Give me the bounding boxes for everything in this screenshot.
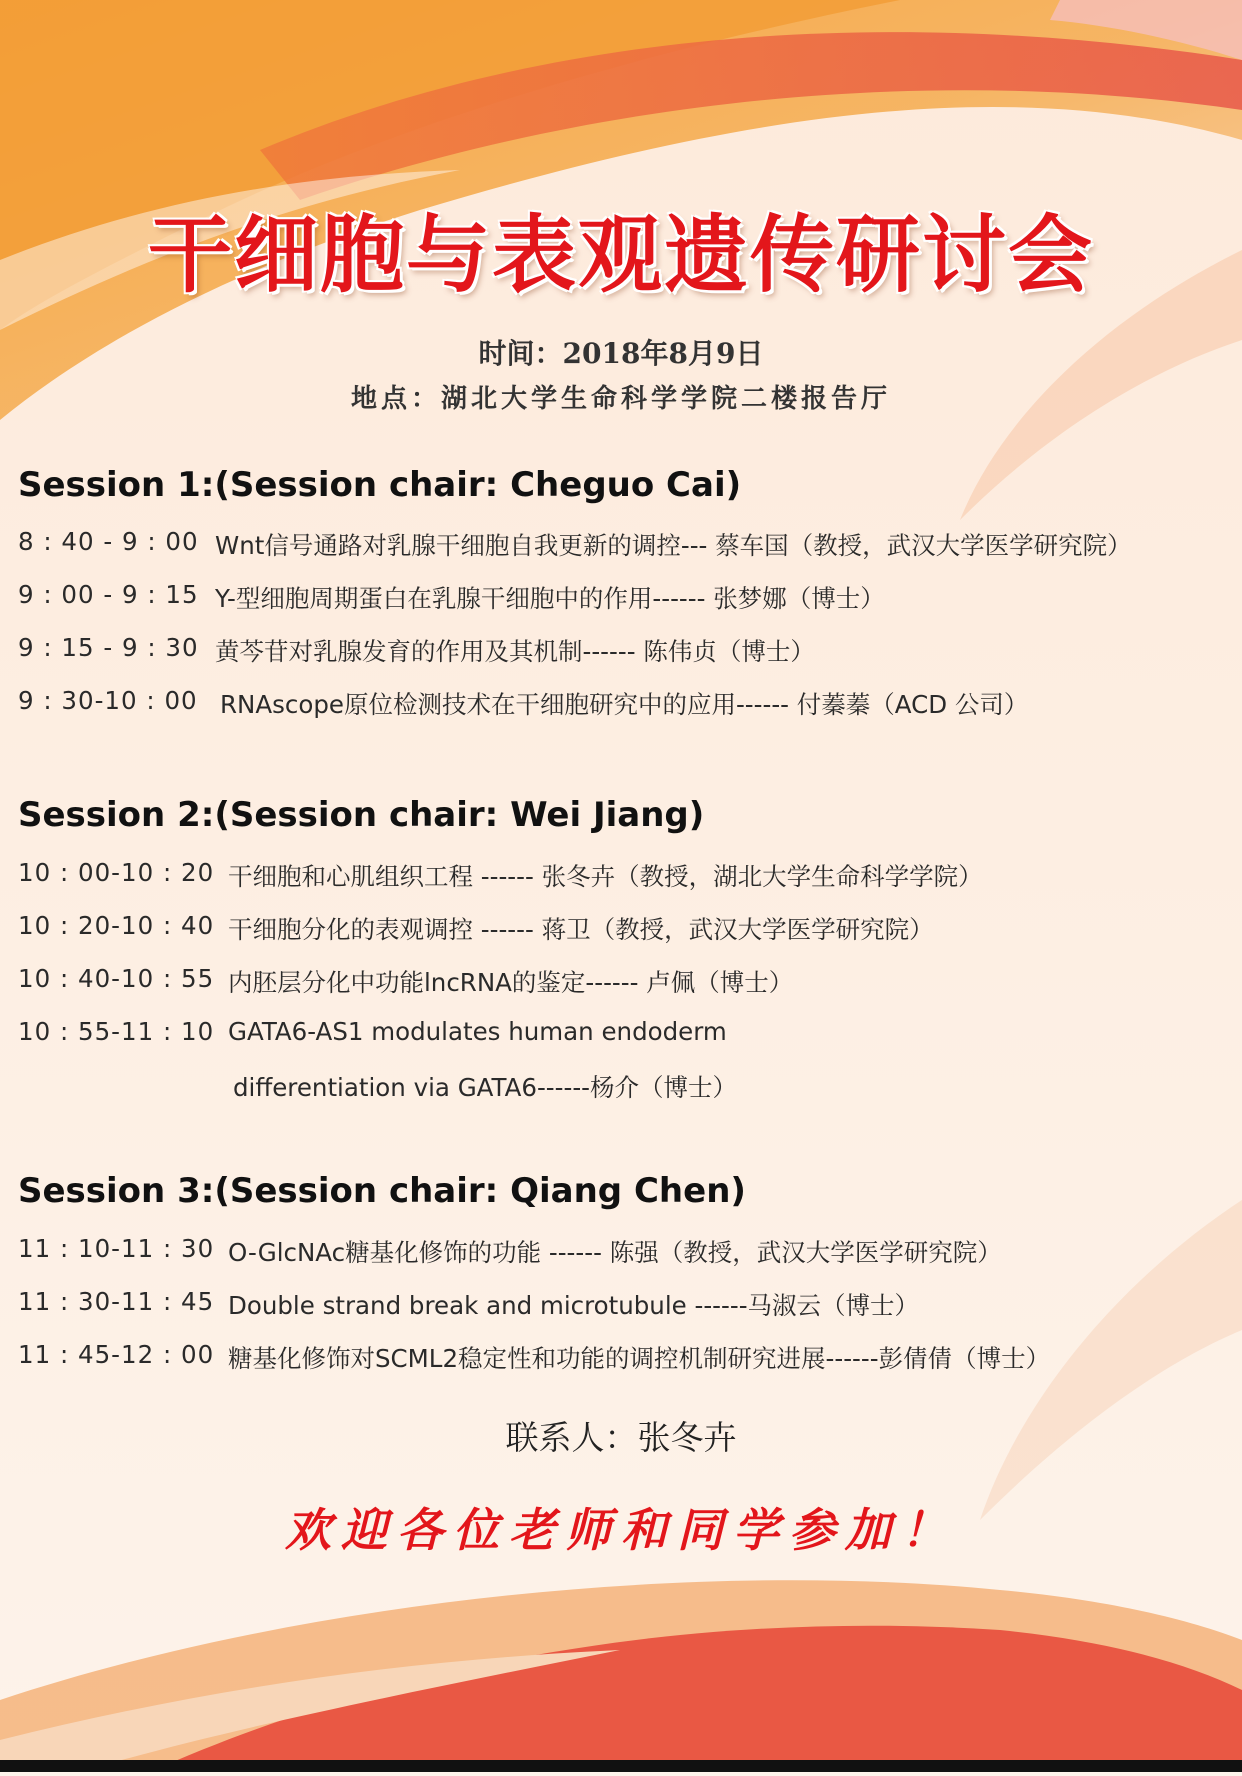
talk-time: 11 : 30-11 : 45 [18, 1287, 215, 1316]
session-1-talk-3 [18, 633, 815, 666]
session-3-talk-1 [18, 1234, 1002, 1267]
talk-time: 10 : 00-10 : 20 [18, 858, 215, 887]
talk-description: 黄芩苷对乳腺发育的作用及其机制------ 陈伟贞（博士） [215, 637, 815, 666]
talk-description: 糖基化修饰对SCML2稳定性和功能的调控机制研究进展------彭倩倩（博士） [228, 1344, 1051, 1373]
talk-time: 11 : 10-11 : 30 [18, 1234, 215, 1263]
poster-title: 干细胞与表观遗传研讨会 [147, 206, 1094, 304]
talk-description: 干细胞分化的表观调控 ------ 蒋卫（教授，武汉大学医学研究院） [228, 915, 934, 944]
talk-description: Wnt信号通路对乳腺干细胞自我更新的调控--- 蔡车国（教授，武汉大学医学研究院） [215, 531, 1132, 560]
talk-time: 10 : 20-10 : 40 [18, 911, 215, 940]
talk-description: 干细胞和心肌组织工程 ------ 张冬卉（教授，湖北大学生命科学学院） [228, 862, 983, 891]
talk-time: 9 : 15 - 9 : 30 [18, 633, 199, 662]
session-1-talk-4 [18, 686, 1029, 719]
talk-description: 内胚层分化中功能lncRNA的鉴定------ 卢佩（博士） [228, 968, 794, 997]
talk-time: 11 : 45-12 : 00 [18, 1340, 215, 1369]
session-2-heading: Session 2:(Session chair: Wei Jiang) [18, 795, 705, 835]
talk-time: 8 : 40 - 9 : 00 [18, 527, 199, 556]
event-venue: 地点：湖北大学生命科学学院二楼报告厅 [350, 384, 891, 414]
talk-time: 9 : 30-10 : 00 [18, 686, 198, 715]
session-3-talk-3 [18, 1340, 1051, 1373]
session-1-heading: Session 1:(Session chair: Cheguo Cai) [18, 465, 742, 505]
session-1-talk-2 [18, 580, 885, 613]
contact-person: 联系人：张冬卉 [505, 1418, 737, 1457]
talk-description: RNAscope原位检测技术在干细胞研究中的应用------ 付蓁蓁（ACD 公司） [220, 690, 1029, 719]
session-1-talk-1 [18, 527, 1132, 560]
session-3-heading: Session 3:(Session chair: Qiang Chen) [18, 1171, 746, 1211]
session-2-talk-3 [18, 964, 794, 997]
talk-description-continued: differentiation via GATA6------杨介（博士） [233, 1073, 737, 1102]
talk-description: GATA6-AS1 modulates human endoderm [228, 1017, 727, 1046]
talk-time: 10 : 40-10 : 55 [18, 964, 215, 993]
talk-description: Double strand break and microtubule ------马淑云（博士） [228, 1291, 920, 1320]
session-2-talk-2 [18, 911, 934, 944]
talk-description: O-GlcNAc糖基化修饰的功能 ------ 陈强（教授，武汉大学医学研究院） [228, 1238, 1002, 1267]
session-3-talk-2 [18, 1287, 920, 1320]
welcome-message: 欢迎各位老师和同学参加！ [285, 1503, 957, 1557]
session-2-talk-1 [18, 858, 983, 891]
talk-time: 9 : 00 - 9 : 15 [18, 580, 199, 609]
session-2-talk-4 [18, 1017, 727, 1046]
talk-time: 10 : 55-11 : 10 [18, 1017, 215, 1046]
talk-description: Y-型细胞周期蛋白在乳腺干细胞中的作用------ 张梦娜（博士） [215, 584, 885, 613]
event-time: 时间：2018年8月9日 [478, 337, 764, 370]
